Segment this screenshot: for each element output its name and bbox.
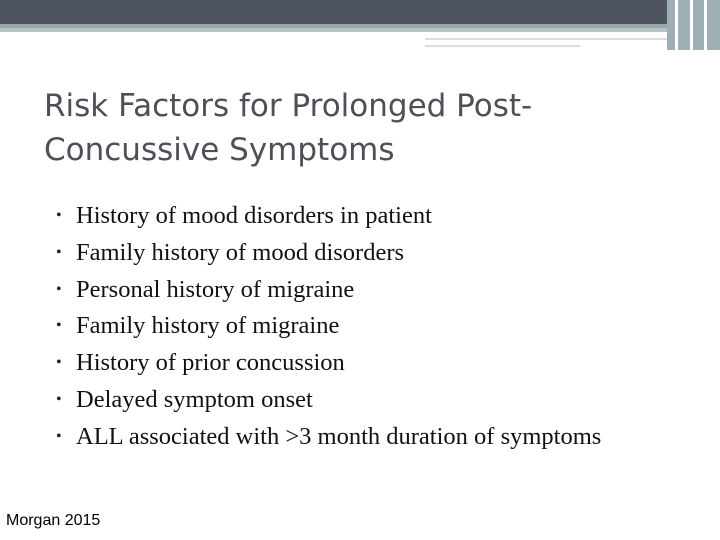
bullet-item [50,382,650,419]
bullet-list [50,198,650,456]
bullet-icon: • [56,243,62,261]
bullet-item [50,308,650,345]
bullet-text: Family history of migraine [76,312,340,340]
bullet-item [50,235,650,272]
bullet-text: History of prior concussion [76,349,345,377]
bullet-text: Personal history of migraine [76,275,355,303]
slide-title [44,84,684,172]
header-stripe [675,0,678,50]
header-stripe [690,0,693,50]
bullet-text: Family history of mood disorders [76,238,405,266]
header-banner-accent [0,28,720,32]
bullet-icon: • [56,280,62,298]
header-rule [425,45,580,47]
bullet-icon: • [56,317,62,335]
bullet-item [50,345,650,382]
bullet-item [50,419,650,456]
bullet-item [50,272,650,309]
header-stripe [704,0,707,50]
slide-title-line: Concussive Symptoms [44,132,395,168]
header-rule [425,38,667,40]
bullet-icon: • [56,354,62,372]
header-banner [0,0,720,24]
bullet-icon: • [56,427,62,445]
bullet-icon: • [56,390,62,408]
bullet-icon: • [56,207,62,224]
bullet-text: History of mood disorders in patient [76,202,432,229]
slide-title-line: Risk Factors for Prolonged Post- [44,88,533,124]
bullet-item [50,198,650,235]
bullet-text: Delayed symptom onset [76,385,313,413]
citation: Morgan 2015 [6,512,101,529]
bullet-text: ALL associated with >3 month duration of symptoms [76,422,602,450]
